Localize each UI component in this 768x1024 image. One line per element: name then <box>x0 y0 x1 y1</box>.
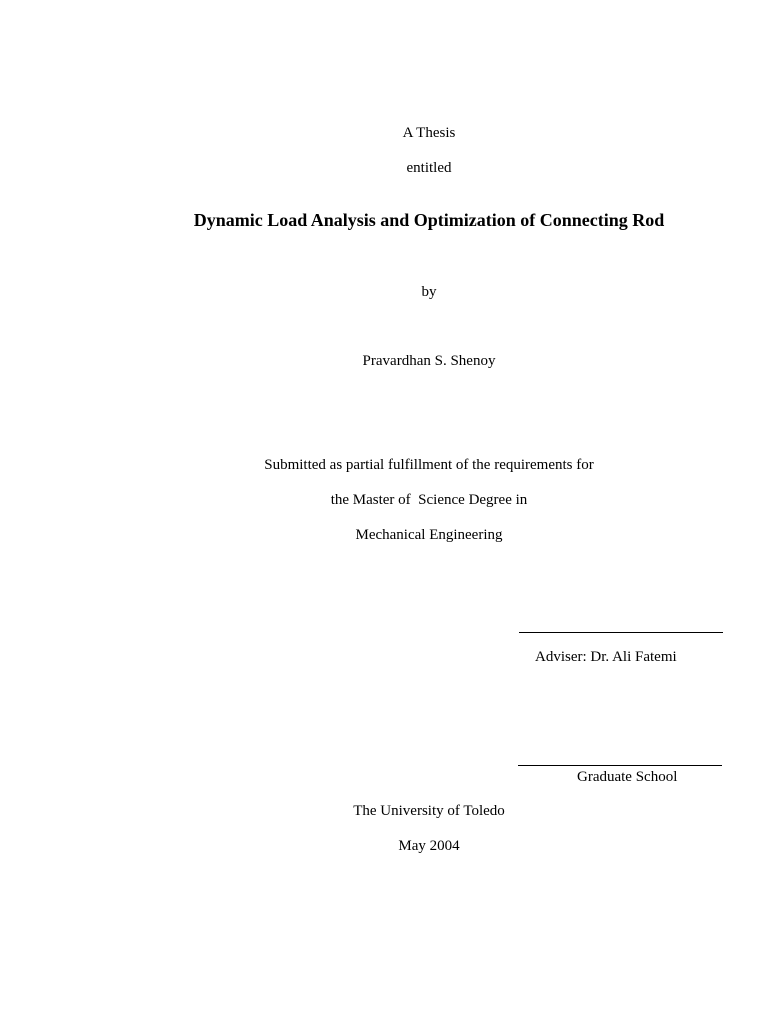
submission-date: May 2004 <box>398 838 460 854</box>
adviser-label: Adviser: Dr. Ali Fatemi <box>535 649 677 665</box>
adviser-signature-line <box>519 632 723 633</box>
graduate-school-label: Graduate School <box>577 769 678 785</box>
submission-statement-line-1: Submitted as partial fulfillment of the requirements for <box>264 457 594 473</box>
university-name: The University of Toledo <box>353 803 505 819</box>
author-name: Pravardhan S. Shenoy <box>362 353 496 369</box>
thesis-title: Dynamic Load Analysis and Optimization of Connecting Rod <box>193 210 665 230</box>
submission-statement-line-3: Mechanical Engineering <box>355 527 503 543</box>
entitled-label: entitled <box>406 160 452 176</box>
graduate-school-signature-line <box>518 765 722 766</box>
by-label: by <box>421 284 437 300</box>
submission-statement-line-2: the Master of Science Degree in <box>330 492 528 508</box>
document-type: A Thesis <box>402 125 456 141</box>
